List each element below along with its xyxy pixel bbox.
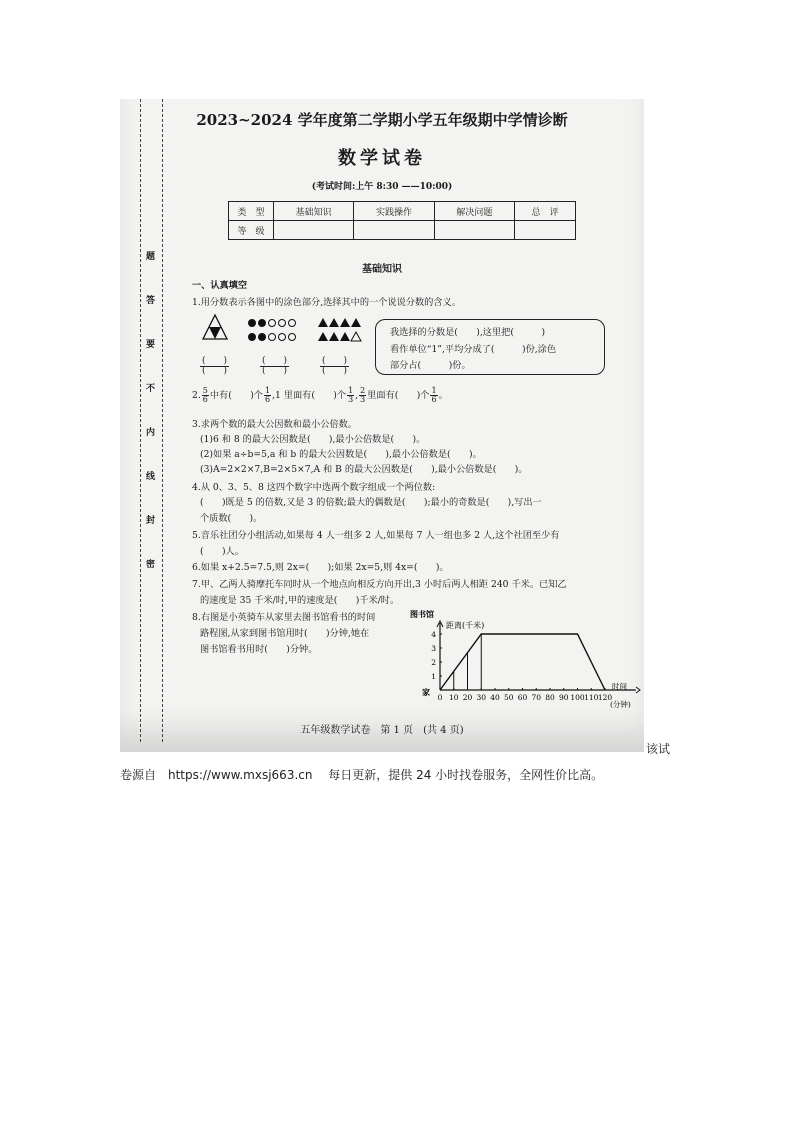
x-axis-unit-label: (分钟)	[610, 700, 631, 709]
box-line-3: 部分占( )份。	[390, 360, 471, 371]
seal-char: 题	[146, 252, 156, 262]
blank-numerator: ( )	[262, 356, 288, 366]
seal-line-text	[146, 249, 160, 669]
q2-text: ,1 里面有( )个	[272, 390, 347, 401]
scanned-exam-page	[120, 99, 644, 752]
filled-circle-icon	[258, 333, 266, 341]
question-8-line-3: 图书馆看书用时( )分钟。	[200, 644, 318, 655]
x-tick-label: 70	[531, 693, 542, 702]
exam-title: 2023~2024 学年度第二学期小学五年级期中学情诊断	[196, 111, 568, 129]
question-7: 7.甲、乙两人骑摩托车同时从一个地点向相反方向开出,3 小时后两人相距 240 千米。已知乙	[192, 579, 567, 590]
numerator: 1	[431, 386, 437, 395]
x-axis-arrow-icon	[636, 687, 640, 693]
x-tick-label: 90	[558, 693, 569, 702]
question-5: 5.音乐社团分小组活动,如果每 4 人一组多 2 人,如果每 7 人一组也多 2 人,这个社团至少有	[192, 530, 560, 541]
grade-cell: 解决问题	[434, 202, 514, 221]
fraction	[359, 387, 366, 404]
question-4-line-2: ( )既是 5 的倍数,又是 3 的倍数;最大的偶数是( );最小的奇数是( ),写出一	[200, 497, 542, 508]
grade-cell: 类 型	[229, 202, 274, 221]
numerator: 2	[360, 386, 366, 395]
fraction	[430, 387, 437, 404]
seal-char: 要	[146, 340, 156, 350]
blank-denominator: ( )	[322, 366, 348, 376]
seal-char: 内	[146, 428, 156, 438]
question-1: 1.用分数表示各图中的涂色部分,选择其中的一个说说分数的含义。	[192, 297, 461, 308]
blank-numerator: ( )	[322, 356, 348, 366]
q2-text: ,	[355, 390, 359, 401]
denominator: 3	[348, 395, 354, 404]
question-3: 3.求两个数的最大公因数和最小公倍数。	[192, 419, 357, 430]
grade-cell: 基础知识	[274, 202, 354, 221]
blank-numerator: ( )	[202, 356, 228, 366]
x-tick-label: 50	[503, 693, 514, 702]
grade-table	[228, 201, 576, 240]
seal-char: 线	[146, 472, 156, 482]
grade-cell: 总 评	[515, 202, 576, 221]
page-footer: 五年级数学试卷 第 1 页 (共 4 页)	[300, 725, 464, 736]
margin-dashed-line-outer	[140, 99, 141, 742]
section-title: 基础知识	[362, 264, 402, 275]
question-3-1: (1)6 和 8 的最大公因数是( ),最小公倍数是( )。	[200, 434, 426, 445]
grade-blank-cell[interactable]	[354, 221, 434, 240]
question-2	[192, 387, 448, 404]
circles-row-bottom	[248, 333, 296, 341]
filled-circle-icon	[248, 333, 256, 341]
question-3-3: (3)A=2×2×7,B=2×5×7,A 和 B 的最大公因数是( ),最小公倍数是( )。	[200, 464, 528, 475]
denominator: 6	[264, 395, 271, 404]
fraction	[347, 387, 354, 404]
distance-time-chart	[406, 609, 642, 711]
exam-time: (考试时间:上午 8:30 ——10:00)	[311, 182, 453, 192]
answer-fraction-3[interactable]	[320, 357, 349, 376]
source-note-bottom: 卷源自 https://www.mxsj663.cn 每日更新，提供 24 小时找卷服务，全网性价比高。	[120, 768, 604, 782]
grade-blank-cell[interactable]	[434, 221, 514, 240]
seal-char: 不	[146, 384, 156, 394]
q2-text: 中有( )个	[209, 390, 263, 401]
x-tick-label: 30	[476, 693, 487, 702]
x-axis-label: 时间	[612, 682, 627, 691]
question-7-line-2: 的速度是 35 千米/时,甲的速度是( )千米/时。	[200, 595, 400, 606]
x-tick-label: 60	[517, 693, 528, 702]
x-tick-label: 110	[584, 693, 599, 702]
triangle-figure	[202, 314, 228, 340]
question-8: 8.右图是小英骑车从家里去图书馆看书的时间	[192, 612, 376, 623]
question-8-line-2: 路程图,从家到图书馆用时( )分钟,她在	[200, 628, 370, 639]
small-triangles-figure	[318, 317, 362, 343]
question-4-line-3: 个质数( )。	[200, 513, 263, 524]
x-tick-label: 100	[570, 693, 585, 702]
q2-text: 2.	[192, 390, 201, 401]
y-axis-label: 距离(千米)	[446, 621, 485, 630]
distance-series-line	[440, 634, 605, 690]
denominator: 6	[202, 395, 208, 404]
filled-circle-icon	[248, 319, 256, 327]
y-tick-label: 1	[431, 672, 436, 681]
numerator: 5	[202, 386, 208, 395]
grade-blank-cell[interactable]	[274, 221, 354, 240]
empty-circle-icon	[288, 333, 296, 341]
answer-fraction-1[interactable]	[200, 357, 229, 376]
fraction	[202, 387, 209, 404]
numerator: 1	[348, 386, 354, 395]
y-tick-label: 4	[431, 630, 436, 639]
circles-row-top	[248, 319, 296, 327]
empty-circle-icon	[288, 319, 296, 327]
empty-circle-icon	[268, 319, 276, 327]
margin-dashed-line-inner	[162, 99, 163, 742]
question-5-line-2: ( )人。	[200, 546, 244, 557]
seal-char: 封	[146, 516, 156, 526]
chart-title: 图书馆	[410, 609, 434, 619]
box-line-1: 我选择的分数是( ),这里把( )	[390, 327, 546, 338]
grade-table-header-row	[229, 202, 576, 221]
x-tick-label: 120	[597, 693, 613, 702]
empty-circle-icon	[278, 319, 286, 327]
box-line-2: 看作单位“1”,平均分成了( )份,涂色	[390, 344, 557, 355]
blank-denominator: ( )	[202, 366, 228, 376]
x-tick-label: 0	[437, 693, 443, 702]
numerator: 1	[264, 386, 271, 395]
filled-circle-icon	[258, 319, 266, 327]
denominator: 3	[360, 395, 366, 404]
y-tick-label: 2	[431, 658, 436, 667]
answer-fraction-2[interactable]	[260, 357, 289, 376]
denominator: 6	[431, 395, 437, 404]
x-tick-label: 80	[545, 693, 555, 702]
fraction	[264, 387, 271, 404]
seal-char: 答	[146, 296, 156, 306]
grade-cell: 等 级	[229, 221, 274, 240]
q2-text: 。	[438, 390, 448, 401]
x-tick-label: 10	[448, 693, 459, 702]
x-tick-label: 40	[490, 693, 500, 702]
grade-cell: 实践操作	[354, 202, 434, 221]
y-tick-label: 3	[431, 644, 436, 653]
empty-circle-icon	[278, 333, 286, 341]
seal-char: 密	[146, 560, 156, 570]
question-6: 6.如果 x+2.5=7.5,则 2x=( );如果 2x=5,则 4x=( )。	[192, 562, 449, 573]
question-3-2: (2)如果 a÷b=5,a 和 b 的最大公因数是( ),最小公倍数是( )。	[200, 449, 482, 460]
grade-blank-cell[interactable]	[515, 221, 576, 240]
q2-text: 里面有( )个	[367, 390, 430, 401]
blank-denominator: ( )	[262, 366, 288, 376]
question-4: 4.从 0、3、5、8 这四个数字中选两个数字组成一个两位数:	[192, 482, 436, 493]
exam-subtitle: 数学试卷	[338, 148, 426, 169]
empty-circle-icon	[268, 333, 276, 341]
x-tick-label: 20	[462, 693, 473, 702]
origin-label: 家	[422, 687, 430, 697]
source-note-right: 该试	[646, 742, 671, 756]
part1-heading: 一、认真填空	[192, 280, 248, 291]
grade-table-value-row	[229, 221, 576, 240]
fraction-meaning-box	[375, 319, 605, 375]
